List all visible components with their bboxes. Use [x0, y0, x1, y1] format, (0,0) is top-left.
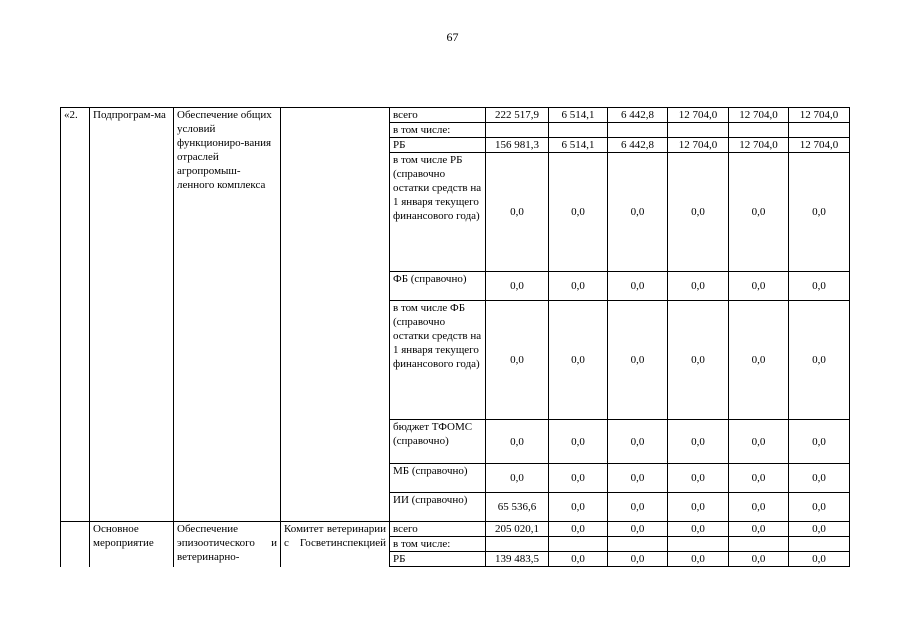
cell-value: 0,0 — [668, 420, 729, 464]
cell-total: 205 020,1 — [486, 522, 549, 537]
cell-value: 0,0 — [729, 522, 789, 537]
cell-value: 0,0 — [789, 493, 850, 522]
cell-value: 0,0 — [789, 301, 850, 420]
cell-value: 12 704,0 — [668, 138, 729, 153]
program-name — [174, 522, 281, 567]
cell-value — [789, 537, 850, 552]
cell-value — [668, 123, 729, 138]
funding-source: всего — [390, 522, 486, 537]
cell-total — [486, 123, 549, 138]
cell-value: 0,0 — [608, 552, 668, 567]
cell-value: 0,0 — [729, 272, 789, 301]
cell-total: 0,0 — [486, 272, 549, 301]
budget-table — [60, 107, 850, 567]
cell-total: 0,0 — [486, 464, 549, 493]
funding-source: в том числе: — [390, 123, 486, 138]
cell-value — [729, 537, 789, 552]
cell-value: 0,0 — [729, 493, 789, 522]
cell-value: 12 704,0 — [789, 108, 850, 123]
cell-value: 0,0 — [668, 552, 729, 567]
cell-value: 0,0 — [789, 464, 850, 493]
cell-value: 0,0 — [668, 153, 729, 272]
cell-value: 0,0 — [729, 464, 789, 493]
cell-value: 0,0 — [608, 420, 668, 464]
funding-source: РБ — [390, 138, 486, 153]
funding-source: ФБ (справочно) — [390, 272, 486, 301]
funding-source: в том числе ФБ (справочно остатки средств на 1 января текущего финансового года) — [390, 301, 486, 420]
funding-source: в том числе: — [390, 537, 486, 552]
cell-value — [549, 123, 608, 138]
cell-value: 0,0 — [668, 522, 729, 537]
responsible-executor-text: Комитет ветеринарии с Госветинспекцией — [284, 523, 386, 549]
row-number: «2. — [61, 108, 90, 522]
cell-value: 6 442,8 — [608, 138, 668, 153]
cell-value — [549, 537, 608, 552]
cell-value: 0,0 — [608, 272, 668, 301]
cell-total: 0,0 — [486, 420, 549, 464]
cell-value — [789, 123, 850, 138]
cell-value: 0,0 — [608, 153, 668, 272]
cell-total: 0,0 — [486, 301, 549, 420]
cell-value: 0,0 — [789, 420, 850, 464]
cell-value: 0,0 — [608, 301, 668, 420]
cell-value: 0,0 — [549, 153, 608, 272]
cell-value: 0,0 — [729, 552, 789, 567]
cell-value: 0,0 — [668, 493, 729, 522]
cell-value: 0,0 — [668, 464, 729, 493]
table-row — [61, 108, 850, 123]
cell-value — [668, 537, 729, 552]
cell-value: 0,0 — [729, 301, 789, 420]
page-number: 67 — [446, 30, 459, 44]
cell-value: 6 514,1 — [549, 108, 608, 123]
cell-total: 222 517,9 — [486, 108, 549, 123]
funding-source: в том числе РБ (справочно остатки средств на 1 января текущего финансового года) — [390, 153, 486, 272]
cell-value — [729, 123, 789, 138]
funding-source: ИИ (справочно) — [390, 493, 486, 522]
cell-value: 0,0 — [549, 420, 608, 464]
cell-value: 0,0 — [608, 522, 668, 537]
cell-value: 0,0 — [789, 272, 850, 301]
cell-value: 0,0 — [549, 493, 608, 522]
cell-value: 12 704,0 — [729, 108, 789, 123]
cell-total: 156 981,3 — [486, 138, 549, 153]
cell-value: 6 514,1 — [549, 138, 608, 153]
cell-total: 65 536,6 — [486, 493, 549, 522]
cell-value: 12 704,0 — [729, 138, 789, 153]
cell-value — [608, 537, 668, 552]
table-row — [61, 522, 850, 537]
cell-value: 0,0 — [549, 301, 608, 420]
cell-value: 0,0 — [789, 153, 850, 272]
responsible-executor — [281, 108, 390, 522]
cell-value: 12 704,0 — [789, 138, 850, 153]
cell-value: 12 704,0 — [668, 108, 729, 123]
program-name-text: Обеспечение эпизоотического и ветеринарно- — [177, 523, 277, 563]
cell-value: 0,0 — [729, 420, 789, 464]
cell-value — [608, 123, 668, 138]
cell-value: 0,0 — [789, 522, 850, 537]
cell-total — [486, 537, 549, 552]
cell-value: 0,0 — [608, 464, 668, 493]
program-type: Подпрограм-ма — [90, 108, 174, 522]
cell-value: 0,0 — [668, 301, 729, 420]
cell-value: 0,0 — [668, 272, 729, 301]
program-type: Основное мероприятие — [90, 522, 174, 567]
cell-value: 0,0 — [549, 272, 608, 301]
program-name: Обеспечение общих условий функциониро-вания отраслей агропромыш-ленного комплекса — [174, 108, 281, 522]
cell-value: 0,0 — [789, 552, 850, 567]
cell-value: 0,0 — [549, 464, 608, 493]
funding-source: МБ (справочно) — [390, 464, 486, 493]
cell-value: 0,0 — [549, 522, 608, 537]
row-number — [61, 522, 90, 567]
cell-value: 0,0 — [549, 552, 608, 567]
cell-value: 0,0 — [729, 153, 789, 272]
funding-source: бюджет ТФОМС (справочно) — [390, 420, 486, 464]
cell-total: 139 483,5 — [486, 552, 549, 567]
cell-value: 6 442,8 — [608, 108, 668, 123]
cell-value: 0,0 — [608, 493, 668, 522]
cell-total: 0,0 — [486, 153, 549, 272]
funding-source: всего — [390, 108, 486, 123]
funding-source: РБ — [390, 552, 486, 567]
responsible-executor — [281, 522, 390, 567]
